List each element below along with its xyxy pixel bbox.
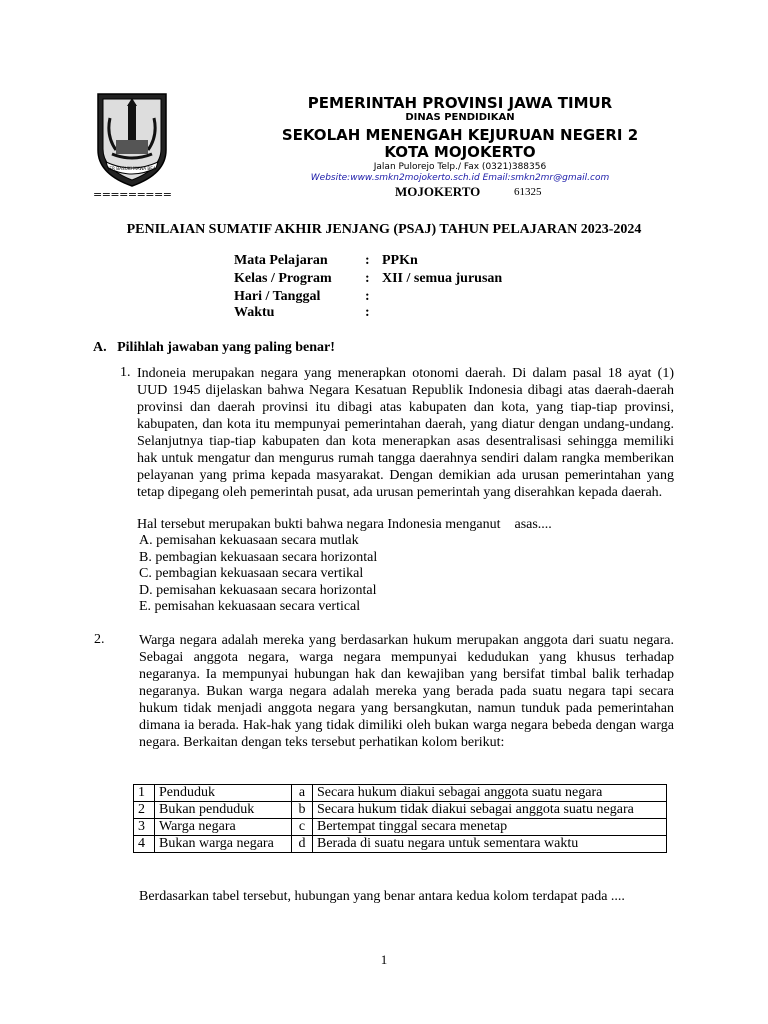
- left-column-item: Penduduk: [155, 785, 292, 802]
- table-row: [134, 785, 667, 802]
- answer-option[interactable]: D. pemisahan kekuasaan secara horizontal: [139, 583, 377, 598]
- page-number: 1: [380, 952, 388, 967]
- left-column-item: Warga negara: [155, 819, 292, 836]
- answer-option[interactable]: A. pemisahan kekuasaan secara mutlak: [139, 533, 359, 548]
- meta-label: Waktu: [234, 305, 275, 320]
- meta-colon: :: [365, 289, 370, 304]
- meta-colon: :: [365, 253, 370, 268]
- row-letter: b: [292, 802, 313, 819]
- department-name: DINAS PENDIDIKAN: [405, 112, 515, 123]
- town-name: MOJOKERTO: [395, 184, 481, 199]
- row-letter: a: [292, 785, 313, 802]
- meta-value: PPKn: [382, 253, 418, 268]
- row-letter: c: [292, 819, 313, 836]
- school-name: SEKOLAH MENENGAH KEJURUAN NEGERI 2: [281, 126, 639, 144]
- city-name: KOTA MOJOKERTO: [384, 143, 536, 161]
- meta-colon: :: [365, 271, 370, 286]
- school-address: Jalan Pulorejo Telp./ Fax (0321)388356: [373, 162, 547, 172]
- answer-option[interactable]: C. pembagian kekuasaan secara vertikal: [139, 566, 364, 581]
- row-number: 3: [134, 819, 155, 836]
- meta-label: Kelas / Program: [234, 271, 332, 286]
- meta-colon: :: [365, 305, 370, 320]
- table-row: [134, 819, 667, 836]
- question-stem: Hal tersebut merupakan bukti bahwa negara Indonesia menganut asas....: [137, 517, 552, 532]
- row-number: 1: [134, 785, 155, 802]
- provincial-emblem-logo: [92, 88, 172, 188]
- answer-option[interactable]: E. pemisahan kekuasaan secara vertical: [139, 599, 361, 614]
- right-column-item: Bertempat tinggal secara menetap: [313, 819, 667, 836]
- table-row: [134, 802, 667, 819]
- question-number: 1.: [120, 365, 131, 380]
- left-column-item: Bukan penduduk: [155, 802, 292, 819]
- answer-option[interactable]: B. pembagian kekuasaan secara horizontal: [139, 550, 378, 565]
- section-a-instruction: A. Pilihlah jawaban yang paling benar!: [93, 340, 335, 355]
- meta-value: XII / semua jurusan: [382, 271, 503, 286]
- logo-motto-text: JER BASUKI MAWA BEA: [108, 166, 156, 171]
- meta-label: Hari / Tanggal: [234, 289, 321, 304]
- row-number: 2: [134, 802, 155, 819]
- right-column-item: Secara hukum diakui sebagai anggota suatu negara: [313, 785, 667, 802]
- logo-underline: =========: [93, 188, 172, 201]
- question-stem: Berdasarkan tabel tersebut, hubungan yang benar antara kedua kolom terdapat pada ....: [139, 889, 625, 904]
- exam-title: PENILAIAN SUMATIF AKHIR JENJANG (PSAJ) TAHUN PELAJARAN 2023-2024: [126, 222, 642, 237]
- question-text: Indoneia merupakan negara yang menerapkan otonomi daerah. Di dalam pasal 18 ayat (1) UUD 1945 dijelaskan bahwa Negara Kesatuan Republik Indonesia dibagi atas daerah-daerah provinsi dan daerah provinsi itu dibagi atas kabupaten dan kota, yang tiap-tiap provinsi, kabupaten, dan kota itu mempunyai pemerintahan daerah, yang diatur dengan undang-undang. Selanjutnya tiap-tiap kabupaten dan kota menerapkan asas desentralisasi sehingga memiliki hak untuk mengatur dan mengurus rumah tangga daerahnya sendiri dalam rangka memberikan pelayanan yang prima kepada masyarakat. Dengan demikian ada urusan pemerintahan yang tetap dipegang oleh pemerintah pusat, ada urusan pemerintah yang diserahkan kepada daerah.: [137, 366, 674, 500]
- question-text: Warga negara adalah mereka yang berdasarkan hukum merupakan anggota dari suatu negara. Sebagai anggota negara, warga negara mempunyai kedudukan yang khusus terhadap negaranya. Ia mempunyai hubungan hak dan kewajiban yang bersifat timbal balik terhadap negaranya. Bukan warga negara adalah mereka yang berada pada suatu negara tapi secara hukum tidak menjadi anggota negara yang bersangkutan, namun tunduk pada pemerintahan dimana ia berada. Hak-hak yang tidak dimiliki oleh bukan warga negara bebeda dengan warga negara. Berkaitan dengan teks tersebut perhatikan kolom berikut:: [139, 633, 674, 750]
- right-column-item: Berada di suatu negara untuk sementara waktu: [313, 836, 667, 853]
- row-letter: d: [292, 836, 313, 853]
- table-row: [134, 836, 667, 853]
- government-name: PEMERINTAH PROVINSI JAWA TIMUR: [307, 94, 613, 112]
- postal-code: 61325: [514, 186, 542, 198]
- question-number: 2.: [94, 632, 105, 647]
- matching-table: [133, 784, 667, 853]
- left-column-item: Bukan warga negara: [155, 836, 292, 853]
- meta-label: Mata Pelajaran: [234, 253, 328, 268]
- row-number: 4: [134, 836, 155, 853]
- school-contact: Website:www.smkn2mojokerto.sch.id Email:smkn2mr@gmail.com: [310, 173, 610, 183]
- right-column-item: Secara hukum tidak diakui sebagai anggota suatu negara: [313, 802, 667, 819]
